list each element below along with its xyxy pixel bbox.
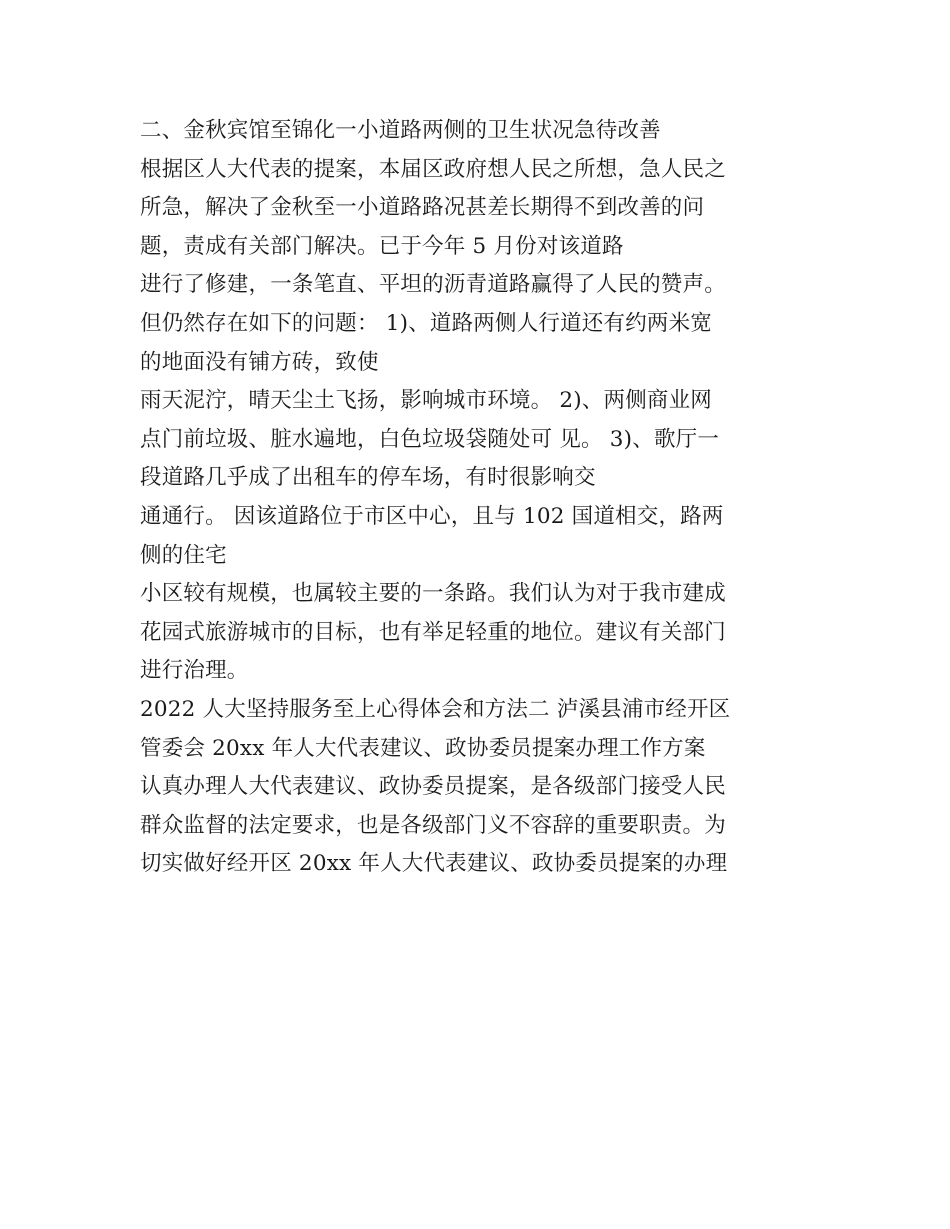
text-line: 侧的住宅 bbox=[140, 542, 227, 568]
text-line: 点门前垃圾、脏水遍地，白色垃圾袋随处可 见。 3)、歌厅一 bbox=[140, 426, 720, 452]
text-line: 所急，解决了金秋至一小道路路况甚差长期得不到改善的问 bbox=[140, 195, 705, 221]
text-line: 群众监督的法定要求，也是各级部门义不容辞的重要职责。为 bbox=[140, 812, 726, 838]
text-line: 进行治理。 bbox=[140, 658, 249, 684]
text-line: 花园式旅游城市的目标，也有举足轻重的地位。建议有关部门 bbox=[140, 619, 726, 645]
text-line: 的地面没有铺方砖，致使 bbox=[140, 349, 379, 375]
text-line: 认真办理人大代表建议、政协委员提案，是各级部门接受人民 bbox=[140, 774, 726, 800]
text-line: 题，责成有关部门解决。已于今年 5 月份对该道路 bbox=[140, 233, 624, 259]
text-line: 小区较有规模，也属较主要的一条路。我们认为对于我市建成 bbox=[140, 581, 726, 607]
text-line: 进行了修建，一条笔直、平坦的沥青道路赢得了人民的赞声。 bbox=[140, 272, 726, 298]
text-line: 切实做好经开区 20xx 年人大代表建议、政协委员提案的办理 bbox=[140, 851, 728, 877]
text-line: 2022 人大坚持服务至上心得体会和方法二 泸溪县浦市经开区 bbox=[140, 696, 731, 722]
text-line: 但仍然存在如下的问题： 1)、道路两侧人行道还有约两米宽 bbox=[140, 310, 713, 336]
document-body bbox=[140, 112, 840, 884]
text-line: 雨天泥泞，晴天尘土飞扬，影响城市环境。 2)、两侧商业网 bbox=[140, 388, 713, 414]
text-line: 通通行。 因该道路位于市区中心，且与 102 国道相交，路两 bbox=[140, 503, 724, 529]
text-line: 二、金秋宾馆至锦化一小道路两侧的卫生状况急待改善 bbox=[140, 118, 661, 143]
text-line: 根据区人大代表的提案，本届区政府想人民之所想，急人民之 bbox=[140, 156, 726, 182]
text-line: 管委会 20xx 年人大代表建议、政协委员提案办理工作方案 bbox=[140, 735, 706, 761]
text-line: 段道路几乎成了出租车的停车场，有时很影响交 bbox=[140, 465, 596, 491]
